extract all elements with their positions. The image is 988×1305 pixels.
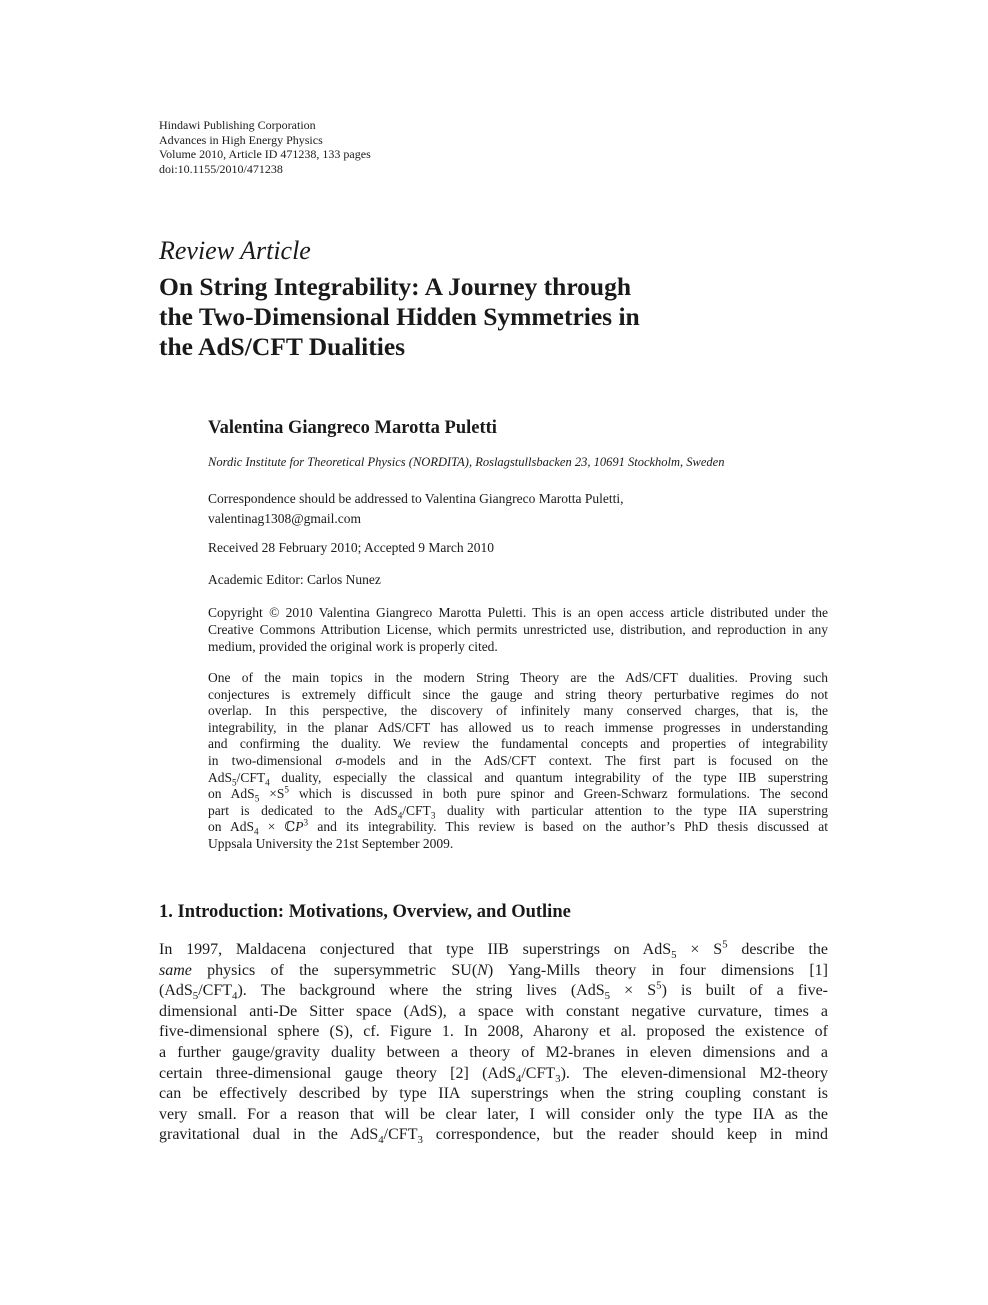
- text: ). The background where the string lives (AdS: [237, 982, 605, 1000]
- body-line: [159, 1064, 828, 1085]
- subscript: 4: [515, 1072, 522, 1085]
- text: gravitational dual in the AdS: [159, 1126, 379, 1144]
- emphasis: same: [159, 961, 192, 979]
- text: in two-dimensional: [208, 752, 336, 768]
- correspondence-text: Correspondence should be addressed to Valentina Giangreco Marotta Puletti,: [208, 491, 624, 506]
- text: ×S: [259, 786, 285, 802]
- abstract: [208, 670, 828, 853]
- volume-line: Volume 2010, Article ID 471238, 133 pages: [159, 147, 371, 161]
- subscript: 4: [253, 827, 259, 838]
- author-name: Valentina Giangreco Marotta Puletti: [208, 418, 497, 438]
- text: and its integrability. This review is based on the author’s PhD thesis discussed at: [308, 819, 828, 835]
- subscript: 4: [397, 810, 403, 821]
- introduction-body: [159, 940, 828, 1146]
- title-line: the AdS/CFT Dualities: [159, 332, 406, 361]
- section-heading: 1. Introduction: Motivations, Overview, and Outline: [159, 902, 571, 922]
- abstract-line: [208, 786, 828, 803]
- subscript: 4: [232, 990, 238, 1003]
- text: on AdS: [208, 786, 255, 802]
- paper-title: [159, 272, 799, 362]
- text: duality, especially the classical and quantum integrability of the type IIB superstring: [269, 769, 828, 785]
- abstract-line: overlap. In this perspective, the discovery of infinitely many conserved charges, that is, the: [208, 703, 828, 719]
- text: part is dedicated to the AdS: [208, 802, 398, 818]
- math-n: N: [477, 961, 488, 979]
- subscript: 4: [378, 1134, 384, 1147]
- subscript: 5: [671, 949, 677, 962]
- text: ) is built of a five-: [661, 982, 829, 1000]
- journal-header: [159, 118, 371, 176]
- text: which is discussed in both pure spinor and Green-Schwarz formulations. The second: [288, 786, 828, 802]
- email-link[interactable]: valentinag1308@gmail.com: [208, 511, 362, 526]
- body-line: can be effectively described by type IIA superstrings when the string coupling constant is: [159, 1085, 828, 1103]
- sigma-symbol: σ: [335, 752, 343, 768]
- subscript: 3: [430, 810, 436, 821]
- title-line: On String Integrability: A Journey through: [159, 272, 632, 301]
- title-line: the Two-Dimensional Hidden Symmetries in: [159, 302, 640, 331]
- text: on AdS: [208, 819, 254, 835]
- cp-symbol: P: [295, 819, 304, 835]
- abstract-line: and confirming the duality. We review the fundamental concepts and properties of integrability: [208, 736, 828, 752]
- superscript: 3: [303, 817, 309, 828]
- abstract-line: Uppsala University the 21st September 2009.: [208, 835, 454, 851]
- text: -models and in the AdS/CFT context. The first part is focused on the: [342, 752, 828, 768]
- abstract-line: [208, 819, 828, 836]
- body-line: [159, 1125, 828, 1146]
- subscript: 3: [555, 1072, 561, 1085]
- subscript: 5: [604, 990, 611, 1003]
- text: /CFT: [521, 1064, 556, 1082]
- superscript: 5: [656, 979, 662, 992]
- body-line: five-dimensional sphere (S), cf. Figure 1. In 2008, Aharony et al. proposed the existence of: [159, 1023, 828, 1041]
- text: ) Yang-Mills theory in four dimensions [1]: [487, 961, 828, 979]
- article-type: Review Article: [159, 236, 311, 265]
- text: × ℂ: [258, 819, 296, 835]
- correspondence: [208, 489, 624, 529]
- text: certain three-dimensional gauge theory [2] (AdS: [159, 1064, 516, 1082]
- text: describe the: [727, 941, 828, 958]
- abstract-line: integrability, in the planar AdS/CFT has allowed us to reach immense progresses in understanding: [208, 719, 828, 735]
- text: ). The eleven-dimensional M2-theory: [560, 1064, 828, 1082]
- subscript: 5: [232, 777, 237, 788]
- body-line: [159, 961, 828, 982]
- text: /CFT: [236, 769, 266, 785]
- text: correspondence, but the reader should keep in mind: [422, 1126, 828, 1144]
- superscript: 5: [722, 938, 728, 951]
- body-line: [159, 940, 828, 961]
- text: In 1997, Maldacena conjectured that type IIB superstrings on AdS: [159, 941, 672, 958]
- body-line: [159, 981, 828, 1002]
- text: AdS: [208, 769, 233, 785]
- abstract-line: [208, 753, 828, 770]
- abstract-line: One of the main topics in the modern String Theory are the AdS/CFT dualities. Proving such: [208, 670, 828, 685]
- academic-editor: Academic Editor: Carlos Nunez: [208, 572, 381, 587]
- publisher-line: Hindawi Publishing Corporation: [159, 118, 316, 132]
- text: physics of the supersymmetric SU(: [191, 961, 478, 979]
- body-line: very small. For a reason that will be clear later, I will consider only the type IIA as the: [159, 1105, 828, 1123]
- abstract-line: [208, 770, 828, 787]
- body-line: a further gauge/gravity duality between a theory of M2-branes in eleven dimensions and a: [159, 1043, 828, 1061]
- text: /CFT: [383, 1126, 418, 1144]
- subscript: 5: [192, 990, 199, 1003]
- affiliation: Nordic Institute for Theoretical Physics (NORDITA), Roslagstullsbacken 23, 10691 Stockholm, Sweden: [208, 455, 725, 469]
- superscript: 5: [284, 784, 289, 795]
- doi-line: doi:10.1155/2010/471238: [159, 161, 283, 176]
- subscript: 4: [265, 777, 270, 788]
- text: /CFT: [198, 982, 233, 1000]
- text: /CFT: [402, 802, 431, 818]
- text: (AdS: [159, 982, 193, 1000]
- text: × S: [610, 982, 657, 1000]
- text: duality with particular attention to the type IIA superstring: [435, 802, 828, 818]
- subscript: 3: [417, 1134, 423, 1147]
- journal-line: Advances in High Energy Physics: [159, 132, 323, 147]
- text: × S: [676, 941, 723, 958]
- copyright-notice: Copyright © 2010 Valentina Giangreco Marotta Puletti. This is an open access article distributed under the Creative Commons Attribution License, which permits unrestricted use, distribution, and reproduction in any medium, provided the original work is properly cited.: [208, 605, 828, 654]
- subscript: 5: [254, 793, 260, 804]
- abstract-line: conjectures is extremely difficult since the gauge and string theory perturbative regimes do not: [208, 686, 828, 702]
- abstract-line: [208, 803, 828, 820]
- received-dates: Received 28 February 2010; Accepted 9 March 2010: [208, 540, 495, 555]
- body-line: dimensional anti-De Sitter space (AdS), a space with constant negative curvature, times a: [159, 1002, 828, 1020]
